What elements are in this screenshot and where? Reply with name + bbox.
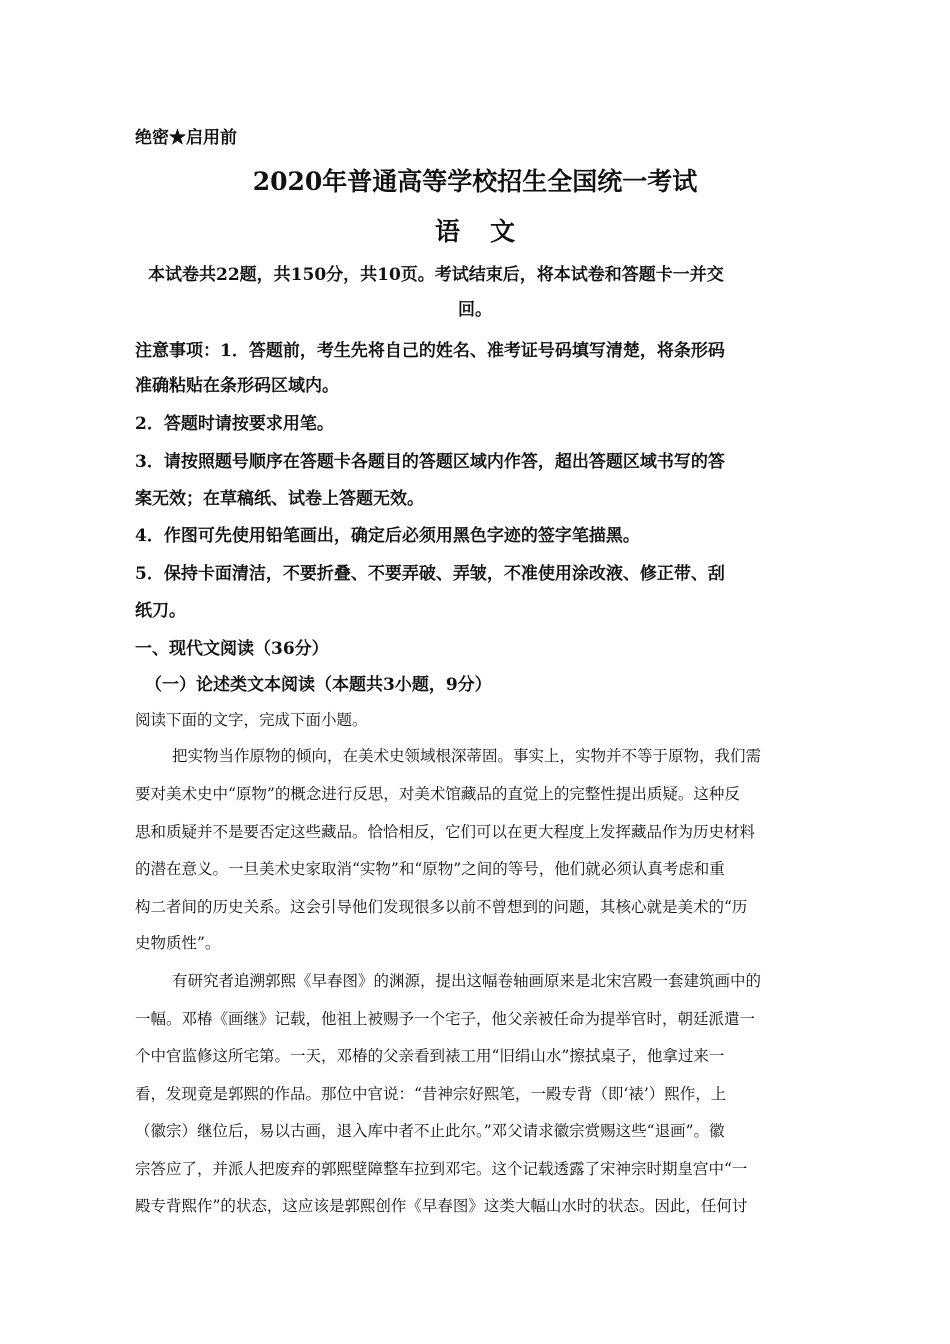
passage-line: 思和质疑并不是要否定这些藏品。恰恰相反，它们可以在更大程度上发挥藏品作为历史材料 [135, 823, 756, 841]
notice-1-line-2: 准确粘贴在条形码区域内。 [135, 376, 339, 396]
passage-line: 殿专背熙作”的状态，这应该是郭熙创作《早春图》这类大幅山水时的状态。因此，任何讨 [135, 1197, 748, 1215]
section-heading: 一、现代文阅读（36分） [135, 639, 329, 659]
passage-line: 一幅。邓椿《画继》记载，他祖上被赐予一个宅子，他父亲被任命为提举官时，朝廷派遣一 [135, 1010, 756, 1028]
notice-5-line-2: 纸刀。 [135, 601, 186, 621]
notice-4: 4．作图可先使用铅笔画出，确定后必须用黑色字迹的签字笔描黑。 [135, 526, 640, 546]
notice-3-line-1: 3．请按照题号顺序在答题卡各题目的答题区域内作答，超出答题区域书写的答 [135, 452, 725, 472]
passage-line: 构二者间的历史关系。这会引导他们发现很多以前不曾想到的问题，其核心就是美术的“历 [135, 898, 748, 916]
passage-line: 史物质性”。 [135, 934, 221, 952]
exam-info-line-2: 回。 [458, 300, 492, 320]
notice-5-line-1: 5．保持卡面清洁，不要折叠、不要弄破、弄皱，不准使用涂改液、修正带、刮 [135, 564, 725, 584]
reading-instruction: 阅读下面的文字，完成下面小题。 [135, 711, 368, 729]
passage-line: 个中官监修这所宅第。一天，邓椿的父亲看到裱工用“旧绢山水”擦拭桌子，他拿过来一 [135, 1047, 725, 1065]
passage-line: 有研究者追溯郭熙《早春图》的渊源，提出这幅卷轴画原来是北宋宫殿一套建筑画中的 [172, 972, 762, 990]
exam-title: 2020年普通高等学校招生全国统一考试 [252, 167, 698, 196]
passage-line: 的潜在意义。一旦美术史家取消“实物”和“原物”之间的等号，他们就必须认真考虑和重 [135, 860, 725, 878]
passage-line: 宗答应了，并派人把废弃的郭熙壁障整车拉到邓宅。这个记载透露了宋神宗时期皇宫中“一 [135, 1160, 748, 1178]
passage-line: 把实物当作原物的倾向，在美术史领域根深蒂固。事实上，实物并不等于原物，我们需 [172, 747, 762, 765]
notice-3-line-2: 案无效；在草稿纸、试卷上答题无效。 [135, 489, 424, 509]
exam-info-line-1: 本试卷共22题，共150分，共10页。考试结束后，将本试卷和答题卡一并交 [148, 265, 724, 285]
passage-line: 看，发现竟是郭熙的作品。那位中官说：“昔神宗好熙笔，一殿专背（即‘裱’）熙作，上 [135, 1085, 727, 1103]
passage-line: （徽宗）继位后，易以古画，退入库中者不止此尔。”邓父请求徽宗赏赐这些“退画”。徽 [135, 1122, 725, 1140]
section-subheading: （一）论述类文本阅读（本题共3小题，9分） [145, 675, 492, 695]
subject-title: 语文 [434, 217, 545, 246]
confidential-label: 绝密★启用前 [135, 128, 237, 148]
notice-2: 2．答题时请按要求用笔。 [135, 414, 334, 434]
notice-1-line-1: 注意事项：1．答题前，考生先将自己的姓名、准考证号码填写清楚，将条形码 [135, 341, 725, 361]
passage-line: 要对美术史中“原物”的概念进行反思，对美术馆藏品的直觉上的完整性提出质疑。这种反 [135, 785, 740, 803]
